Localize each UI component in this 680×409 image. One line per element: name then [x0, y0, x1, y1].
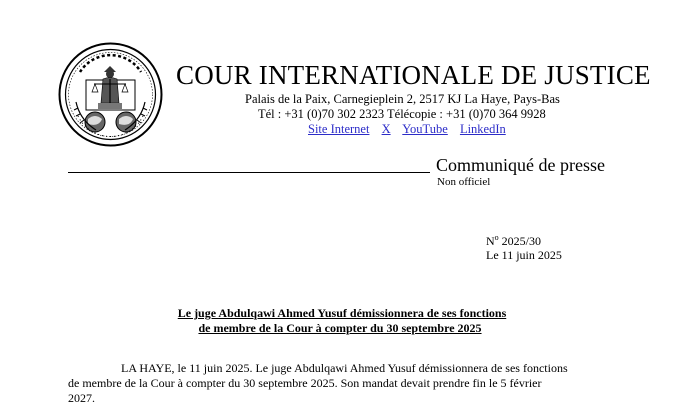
social-links — [308, 123, 515, 136]
headline-line-1: Le juge Abdulqawi Ahmed Yusuf démissionnera de ses fonctions — [177, 306, 507, 320]
number-prefix: N — [486, 234, 495, 248]
header-rule — [68, 172, 430, 173]
body-text-line-3: 2027. — [68, 391, 95, 405]
organization-name: COUR INTERNATIONALE DE JUSTICE — [176, 60, 651, 90]
unofficial-label: Non officiel — [437, 176, 491, 188]
linkedin-link[interactable]: LinkedIn — [459, 122, 506, 136]
court-seal-icon — [58, 42, 163, 147]
phone-line: Tél : +31 (0)70 302 2323 Télécopie : +31 (0)70 364 9928 — [258, 107, 546, 121]
x-link[interactable]: X — [381, 122, 391, 136]
release-number — [486, 234, 541, 247]
youtube-link[interactable]: YouTube — [402, 122, 448, 136]
headline-line-2: de membre de la Cour à compter du 30 septembre 2025 — [198, 321, 482, 335]
number-superscript: o — [494, 233, 499, 242]
press-release-title: Communiqué de presse — [436, 155, 605, 175]
release-date: Le 11 juin 2025 — [486, 248, 562, 262]
address-line: Palais de la Paix, Carnegieplein 2, 2517 KJ La Haye, Pays-Bas — [245, 92, 560, 106]
number-value: 2025/30 — [498, 234, 542, 248]
body-text-line-1: LA HAYE, le 11 juin 2025. Le juge Abdulqawi Ahmed Yusuf démissionnera de ses fonctions — [121, 361, 568, 375]
website-link[interactable]: Site Internet — [308, 122, 370, 136]
body-text-line-2: de membre de la Cour à compter du 30 septembre 2025. Son mandat devait prendre fin le 5 février — [68, 376, 542, 390]
